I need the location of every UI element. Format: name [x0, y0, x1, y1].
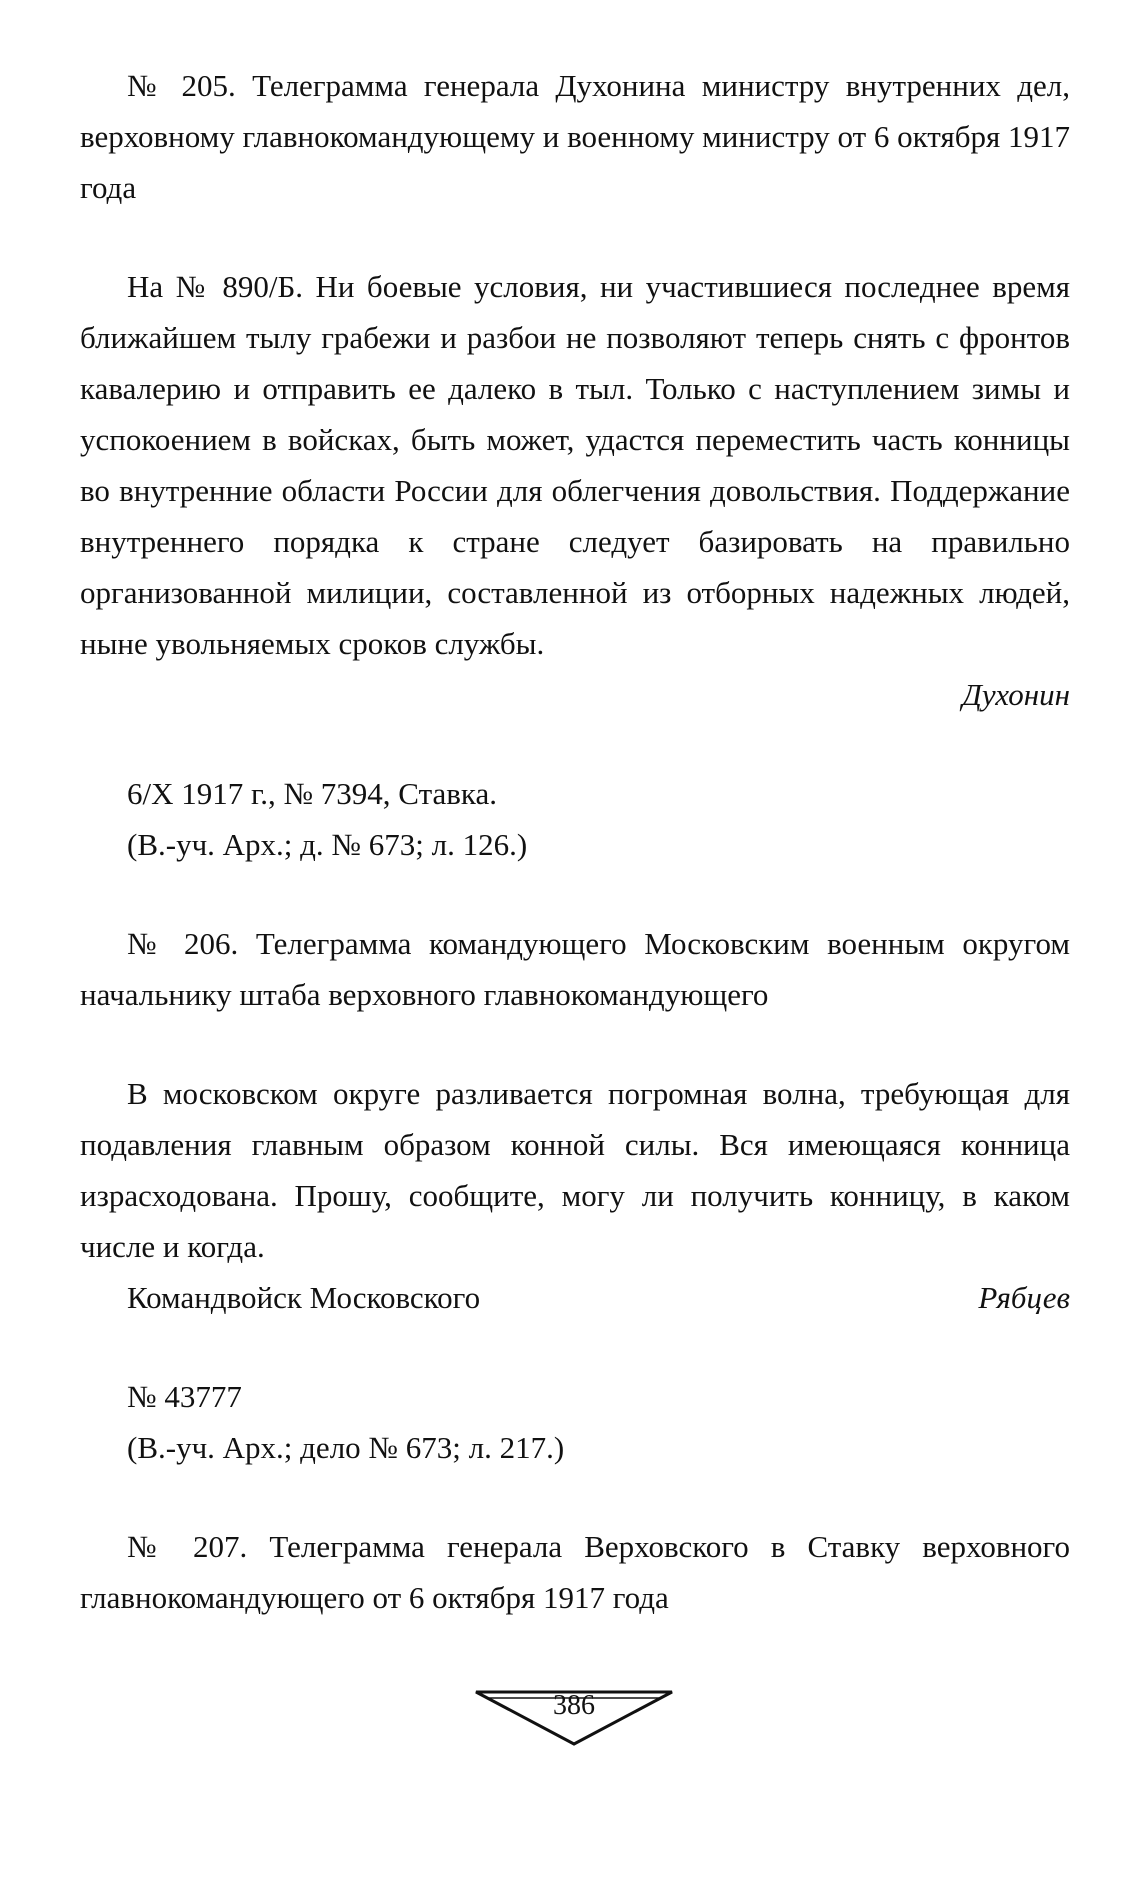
page-number: 386: [553, 1690, 595, 1721]
page-number-marker: [474, 1688, 674, 1748]
doc-206-ref-line-1: № 43777: [127, 1379, 242, 1414]
spacer: [80, 870, 1070, 918]
doc-205-ref-line-1: 6/Х 1917 г., № 7394, Ставка.: [127, 776, 497, 811]
document-page: [80, 60, 1070, 1623]
spacer: [80, 1323, 1070, 1371]
doc-205-body: На № 890/Б. Ни боевые условия, ни участившиеся последнее время ближайшем тылу грабежи и разбои не позволяют теперь снять с фронтов кавалерию и отправить ее далеко в тыл. Только с наступлением зимы и успокоением в войсках, быть может, удастся переместить часть конницы во внутренние области России для облегчения довольствия. Поддержание внутреннего порядка к стране следует базировать на правильно организованной милиции, составленной из отборных надежных людей, ныне увольняемых сроков службы.: [80, 269, 1070, 661]
doc-206-signature-row: [80, 1272, 1070, 1323]
spacer: [80, 1020, 1070, 1068]
doc-206-signature-title: Командвойск Московского: [127, 1280, 481, 1315]
spacer: [80, 720, 1070, 768]
doc-206-body: В московском округе разливается погромная волна, требующая для подавления главным образом конной силы. Вся имеющаяся конница израсходована. Прошу, сообщите, могу ли получить конницу, в каком числе и когда.: [80, 1076, 1070, 1264]
spacer: [80, 213, 1070, 261]
doc-205-signature: Духонин: [962, 677, 1070, 712]
doc-205-heading: № 205. Телеграмма генерала Духонина министру внутренних дел, верховному главнокомандующему и военному министру от 6 октября 1917 года: [80, 68, 1070, 205]
doc-207-heading: № 207. Телеграмма генерала Верховского в Ставку верховного главнокомандующего от 6 октября 1917 года: [80, 1529, 1070, 1615]
doc-205-ref-line-2: (В.-уч. Арх.; д. № 673; л. 126.): [127, 827, 528, 862]
doc-206-ref-line-2: (В.-уч. Арх.; дело № 673; л. 217.): [127, 1430, 565, 1465]
doc-206-signature: Рябцев: [978, 1280, 1070, 1315]
doc-206-heading: № 206. Телеграмма командующего Московским военным округом начальнику штаба верховного главнокомандующего: [80, 926, 1070, 1012]
spacer: [80, 1473, 1070, 1521]
